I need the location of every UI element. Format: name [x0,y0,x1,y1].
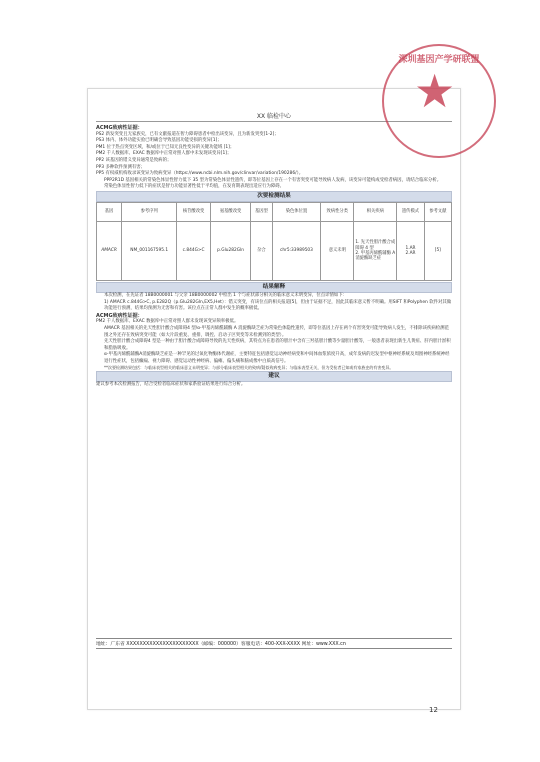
report-page [87,88,461,710]
secondary-results-table [96,202,452,281]
col-inheritance: 遗传模式 [397,202,424,221]
interpretation-intro: 本次检测，在先证者 18B0000001 与父亲 18B0000002 中检出 1 个与症状部分相关的临床意义未明变异，位点详情如下： [104,292,348,298]
col-pathogenicity: 致病性分类 [321,202,354,221]
acmg-line: PS2 新发突变且无家族史，已有文献报道在智力障碍患者中检出该变异，且为新发突变[1-2]； [96,131,279,137]
col-disease: 相关疾病 [354,202,397,221]
interpretation-paragraph: 先天性胆汁酸合成障碍4 型是一种由于胆汁酸合成障碍导致的先天性疾病，其特点为在患者的胆汁中含有三羟基胆汁酸等少量胆汁酸等，一般患者表现出新生儿黄疸、肝内胆汁淤积和脂肪吸收。 [104,339,451,351]
suggestion-text: 建议参考本次检测报告，结合受检者临床症状和家系验证结果进行综合分析。 [96,382,246,388]
cell-pathogenicity: 意义未明 [321,221,354,280]
col-gene: 基因 [97,202,122,221]
suggestion-banner: 建议 [96,371,452,382]
star-icon: ★ [414,64,456,118]
cell-aa-change: p.Glu282Gln [210,221,250,280]
acmg-line: PP3 多种软件预测有害； [96,164,146,170]
table-header-row [97,202,452,221]
acmg-line: PM2 千人数据库、EXAC 数据库中正常对照人群中未发现该变异[1]； [96,151,232,157]
col-ref-seq: 参考序列 [122,202,177,221]
secondary-results-banner: 次要检测结果 [96,191,452,202]
cell-ref-seq: NM_001167595.1 [122,221,177,280]
col-aa-change: 氨基酸改变 [210,202,250,221]
seal-stamp-text: 深圳基因产学研联盟 [398,55,480,65]
disease-note: 常染色体显性智力低下的症状是智力功能显著性低于平均值，在发育期表现出适应行为障碍。 [104,184,285,190]
acmg-line: PS3 体内、体外功能实验已明确会导致基因功能受损的变异[1]； [96,138,222,144]
report-content [96,125,452,389]
gene-note: PPP2R1D 基因相关的常染色体显性智力低下 35 型为常染色体显性遗传，即等位基因上存在一个有害突变可能导致病人发病，该变异可能构成受检者病因，请结合临床分析。 [104,177,442,183]
cell-chrom-position: chr5:33989503 [272,221,321,280]
acmg-line-2: PM2 千人数据库、EXAC 数据库中正常对照人群未发现该变异频率极低。 [96,319,239,325]
cell-gene: AMACR [97,221,122,280]
interpretation-banner: 结果解释 [96,282,452,293]
col-reference: 参考文献 [424,202,451,221]
col-chrom-position: 染色体位置 [272,202,321,221]
acmg-line: PM1 位于热点突变区域，和/或位于已知无良性变异的关键功能域 [1]； [96,144,235,150]
acmg-line: PP5 有权威机构收录该变异为致病变异（https://www.ncbi.nlm.nih.gov/clinvar/variation/190286/）。 [96,171,304,177]
acmg-heading-2: ACMG致病性证据： [96,312,143,319]
secondary-results-note: **次要检测结果包括：与临床表型相关的临床意义未明变异；与部分临床表型相关的致病/疑似致病变异；与临床表型无关，但为受检者已知或有家族史的有害变异。 [104,365,394,371]
seal-stamp [382,44,496,158]
page-number: 12 [429,706,438,714]
variant-detail: 1) AMACR c.844G>C, p.E282Q（p.Glu282Gln,EX5,Het）：错义突变，有该位点的相关报道[5]，但由于证据不足，因此其临床意义暂不明确。用SIFT 和Polyphen 软件对其做功能进行预测，结果均预测为无害和有害。该位点在正常人群中发生的概率极低。 [104,299,452,312]
acmg-heading: ACMG致病性证据： [96,125,143,131]
acmg-line: PP2 该基因的错义变异通常是致病的； [96,157,172,163]
cell-nt-change: c.844G>C [177,221,211,280]
cell-genotype: 杂合 [251,221,272,280]
page-header-title: XX 临检中心 [256,113,292,120]
interpretation-paragraph: AMACR 基因相关的先天性胆汁酸合成障碍4 型/α-甲基丙烯酰辅酶 A 消旋酶缺乏症为常染色体隐性遗传，即等位基因上存在两个有害突变可能导致病人发生，不排除该疾病检测范围之外还存在致病突变可能（如大片段重复、重排，调控、启动子区突变等未检测到的类型）。 [104,325,449,338]
interpretation-paragraph: α-甲基丙烯酰辅酶A消旋酶缺乏症是一种罕见的过氧化物酶体代谢症，主要特征包括感觉运动神经病变和中间体血浆浓度升高，成年发病的迟发型中枢神经系统及周围神经系统神经退行性症状，包括癫痫、视力障碍、感觉运动性神经病、偏瘫、偏头痛和脑成像中白质高信号。 [104,352,450,364]
cell-reference: [5] [424,221,451,280]
table-row [97,221,452,280]
col-nt-change: 核苷酸改变 [177,202,211,221]
cell-disease: 1. 先天性胆汁酸合成障碍 4 型 2. 甲基丙烯酰辅酶 A 消旋酶缺乏症 [354,221,397,280]
cell-inheritance: 1.AR 2.AR [397,221,424,280]
col-genotype: 基因型 [251,202,272,221]
footer-address: 地址：广东省 XXXXXXXXXXXXXXXXXXXXXX（邮编：000000）客服电话：400-XXX-XXXX 网址：www.XXX.cn [96,638,452,649]
